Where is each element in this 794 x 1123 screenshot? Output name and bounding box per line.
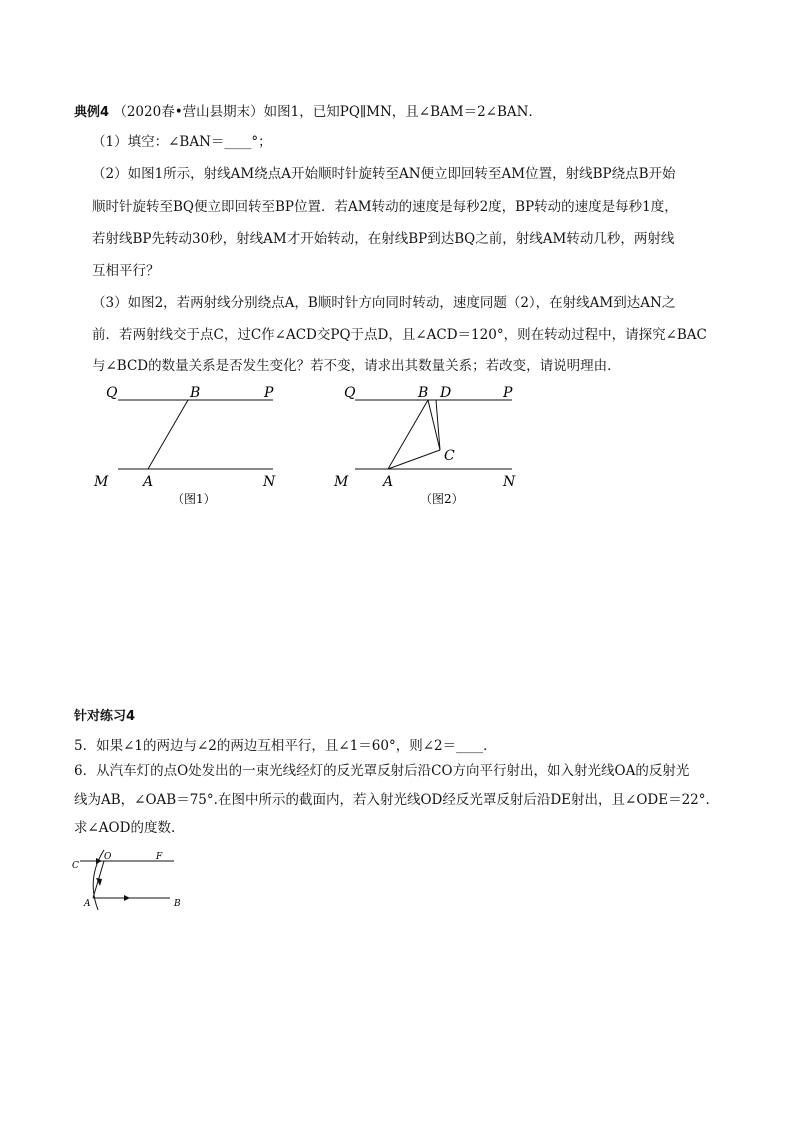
label-f: F [156, 852, 163, 862]
question-1: （1）填空：∠BAN＝____°； [92, 134, 272, 150]
label-q: Q [344, 385, 356, 401]
question-6-line-1: 6．从汽车灯的点O处发出的一束光线经灯的反光罩反射后沿CO方向平行射出，如入射光线OA的反射光 [74, 763, 690, 779]
label-c: C [444, 448, 455, 464]
label-m: M [334, 474, 349, 490]
label-m: M [94, 474, 109, 490]
figure-1-caption: （图1） [172, 492, 216, 506]
question-2-line-2: 顺时针旋转至BQ便立即回转至BP位置．若AM转动的速度是每秒2度，BP转动的速度是每秒1度， [92, 199, 678, 215]
question-3-line-3: 与∠BCD的数量关系是否发生变化？若不变，请求出其数量关系；若改变，请说明理由． [92, 358, 621, 374]
example-intro: 如图1，已知PQ∥MN，且∠BAM＝2∠BAN． [263, 104, 542, 120]
question-2-line-3: 若射线BP先转动30秒，射线AM才开始转动，在射线BP到达BQ之前，射线AM转动几秒，两射线 [92, 231, 675, 247]
arrow-ab-icon [124, 895, 130, 901]
question-2-line-1: （2）如图1所示，射线AM绕点A开始顺时针旋转至AN便立即回转至AM位置，射线BP绕点B开始 [92, 166, 676, 182]
label-c: C [72, 861, 79, 871]
example-header [74, 103, 542, 122]
label-d: D [440, 385, 452, 401]
segment-ac [388, 450, 440, 469]
label-a: A [143, 474, 154, 490]
label-o: O [104, 852, 112, 862]
question-2-line-4: 互相平行？ [92, 263, 160, 279]
label-b: B [190, 385, 201, 401]
question-6-line-3: 求∠AOD的度数. [74, 820, 176, 836]
question-3-line-1: （3）如图2，若两射线分别绕点A，B顺时针方向同时转动，速度同题（2），在射线AM到达AN之 [92, 295, 676, 311]
question-3-line-2: 前．若两射线交于点C，过C作∠ACD交PQ于点D，且∠ACD＝120°，则在转动过程中，请探究∠BAC [92, 327, 707, 343]
label-a: A [383, 474, 394, 490]
figure-2 [330, 380, 530, 510]
example-label: 典例4 [74, 105, 110, 120]
practice-heading: 针对练习4 [74, 709, 136, 724]
figure-3 [66, 848, 196, 913]
segment-ab [148, 400, 188, 469]
label-n: N [503, 474, 516, 490]
label-a: A [84, 899, 91, 909]
figure-1 [88, 380, 288, 510]
question-6-line-2: 线为AB，∠OAB＝75°.在图中所示的截面内，若入射光线OD经反光罩反射后沿DE射出，且∠ODE＝22°. [74, 792, 710, 808]
figure-2-caption: （图2） [420, 492, 464, 506]
label-n: N [263, 474, 276, 490]
label-p: P [264, 385, 274, 401]
example-source: （2020春•营山县期末） [113, 104, 264, 120]
question-5: 5．如果∠1的两边与∠2的两边互相平行，且∠1＝60°，则∠2＝____． [74, 738, 497, 754]
label-b: B [418, 385, 429, 401]
label-b: B [174, 899, 181, 909]
segment-ab [388, 400, 428, 469]
label-p: P [503, 385, 513, 401]
label-q: Q [106, 385, 118, 401]
